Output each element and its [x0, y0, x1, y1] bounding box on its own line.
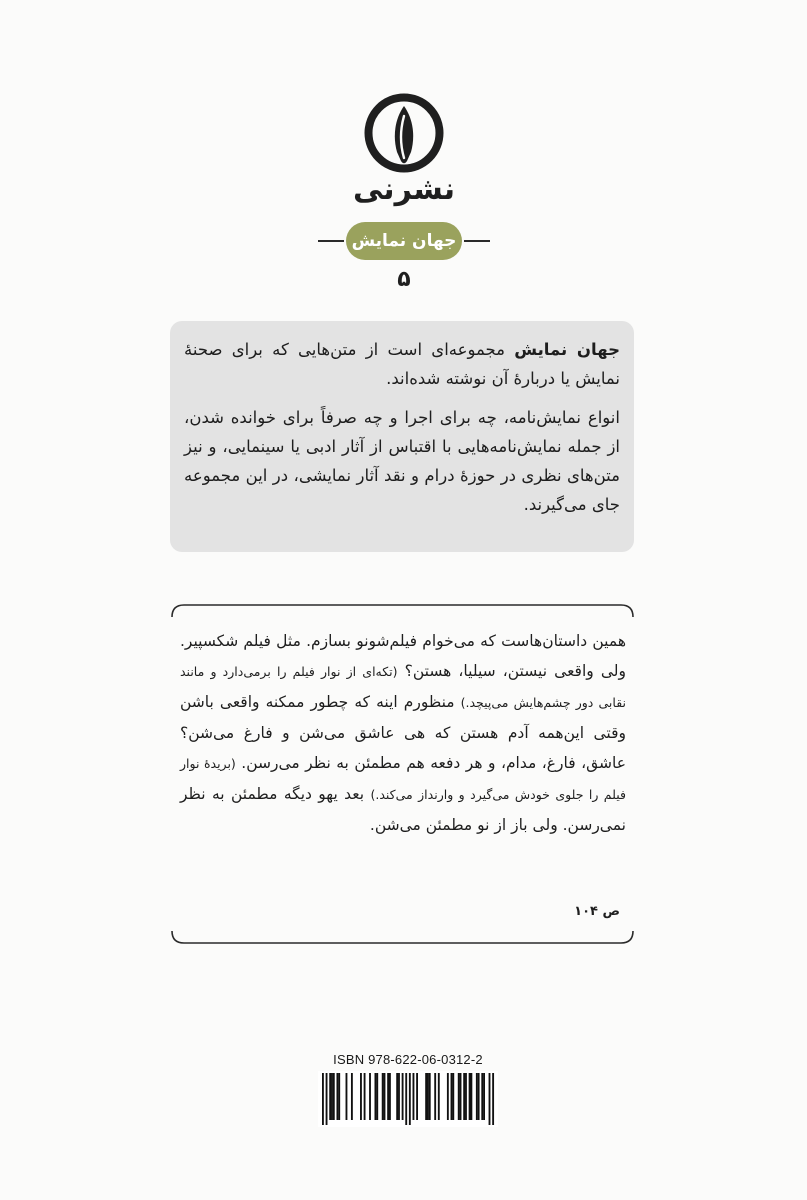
barcode-bar	[413, 1073, 415, 1120]
quote-segment-2: منظورم اینه که چطور ممکنه واقعی باشن وقتی این‌همه آدم هستن که هی عاشق می‌شن و فارغ می‌شن؟ عاشق، فارغ، مدام، و هر دفعه هم مطمئن به نظر می‌رسن.	[180, 693, 626, 772]
barcode-bar	[405, 1073, 407, 1125]
description-paragraph-1	[184, 335, 620, 393]
barcode-bar	[398, 1073, 400, 1120]
quote-segment-1: همین داستان‌هاست که می‌خوام فیلم‌شونو بسازم. مثل فیلم شکسپیر. ولی واقعی نیستن، سیلیا، هستن؟	[180, 632, 626, 680]
series-name-badge: جهان نمایش	[346, 222, 462, 260]
barcode-bar	[322, 1073, 324, 1125]
barcode-bar	[409, 1073, 411, 1125]
quote-stage-direction-1: (تکه‌ای از نوار فیلم را برمی‌دارد و مانند نقابی دور چشم‌هایش می‌پیچد.)	[180, 664, 626, 710]
barcode-bar	[364, 1073, 366, 1120]
series-label	[318, 222, 490, 260]
barcode-bar	[481, 1073, 483, 1120]
barcode-bar	[458, 1073, 460, 1120]
barcode-bar	[329, 1073, 331, 1120]
quote-page-reference: ص ۱۰۴	[574, 904, 620, 919]
barcode-bar	[434, 1073, 436, 1120]
barcode-bar	[369, 1073, 371, 1120]
barcode-bar	[396, 1073, 398, 1120]
barcode-bar	[489, 1073, 491, 1125]
barcode-bar	[389, 1073, 391, 1120]
description-p1-rest: مجموعه‌ای است از متن‌هایی که برای صحنهٔ نمایش یا دربارهٔ آن نوشته شده‌اند.	[184, 340, 620, 388]
nashr-ney-logo-icon	[363, 92, 445, 174]
barcode-bar	[338, 1073, 340, 1120]
series-description-box	[170, 321, 634, 552]
quote-stage-direction-2: (بریدهٔ نوار فیلم را جلوی خودش می‌گیرد و وارنداز می‌کند.)	[180, 756, 627, 802]
isbn-number: ISBN 978-622-06-0312-2	[333, 1052, 483, 1067]
description-lead: جهان نمایش	[514, 340, 620, 359]
barcode-bar	[333, 1073, 335, 1120]
barcode-bar	[492, 1073, 494, 1125]
barcode-bar	[387, 1073, 389, 1120]
barcode-bar	[384, 1073, 386, 1120]
barcode-bar	[402, 1073, 404, 1120]
barcode-bar	[425, 1073, 427, 1120]
barcode-bar	[452, 1073, 454, 1120]
barcode-bar	[331, 1073, 333, 1120]
quote-excerpt	[180, 626, 626, 840]
barcode-bar	[382, 1073, 384, 1120]
quote-segment-3: بعد یهو دیگه مطمئن به نظر نمی‌رسن. ولی باز از نو مطمئن می‌شن.	[180, 785, 626, 834]
barcode-bar	[336, 1073, 338, 1120]
barcode-bar	[478, 1073, 480, 1120]
barcode-bar	[346, 1073, 348, 1120]
barcode-bar	[465, 1073, 467, 1120]
barcode-bar	[451, 1073, 453, 1120]
barcode-bar	[416, 1073, 418, 1120]
series-number: ۵	[397, 267, 411, 292]
barcode-bar	[469, 1073, 471, 1120]
description-paragraph-2: انواع نمایش‌نامه، چه برای اجرا و چه صرفاً برای خوانده شدن، از جمله نمایش‌نامه‌هایی با اقتباس از آثار ادبی یا سینمایی، و نیز متن‌های نظری در حوزهٔ درام و نقد آثار نمایشی، در این مجموعه جای می‌گیرند.	[184, 408, 620, 514]
barcode-bar	[326, 1073, 328, 1125]
barcode-bar	[476, 1073, 478, 1120]
barcode-bar	[460, 1073, 462, 1120]
barcode-bar	[438, 1073, 440, 1120]
barcode-bar	[463, 1073, 465, 1120]
barcode-bar	[360, 1073, 362, 1120]
barcode-bar	[447, 1073, 449, 1120]
barcode-bar	[470, 1073, 472, 1120]
barcode-bar	[376, 1073, 378, 1120]
barcode-bar	[351, 1073, 353, 1120]
barcode-bar	[429, 1073, 431, 1120]
series-rule-left	[318, 240, 344, 242]
publisher-name: نشرنی	[352, 172, 456, 207]
barcode-bar	[375, 1073, 377, 1120]
series-rule-right	[464, 240, 490, 242]
barcode-bar	[483, 1073, 485, 1120]
barcode-bar	[427, 1073, 429, 1120]
isbn-barcode	[318, 1071, 498, 1127]
